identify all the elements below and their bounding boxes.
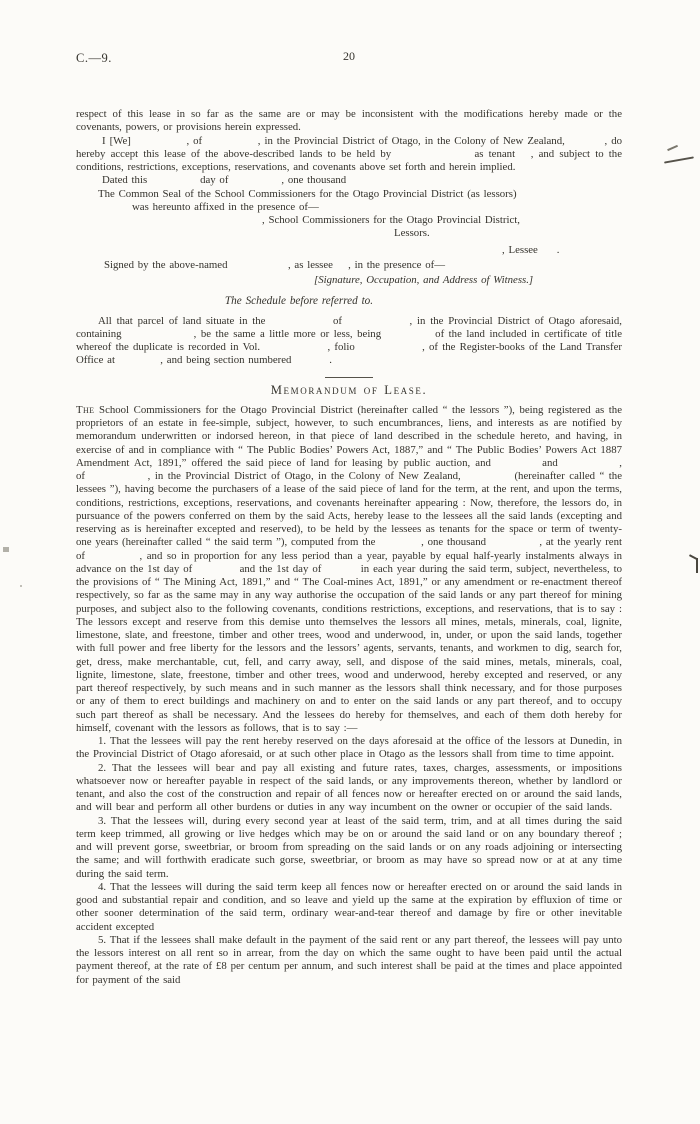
ink-speck-left-small (20, 585, 22, 587)
witness-note: [Signature, Occupation, and Address of Witness.] (314, 274, 534, 286)
page-number: 20 (343, 49, 355, 63)
schedule-paragraph: All that parcel of land situate in the of , in the Provincial District of Otago aforesaid, containing , be the same a little more or less, being of the land included in certificate of title whereof the duplicate is recorded in Vol. , folio , of the Register-books of the Land Transfer Office at , and being section numbered . (76, 314, 622, 367)
pen-stroke-upper-right-small (667, 145, 678, 151)
continuation-paragraph: respect of this lease in so far as the same are or may be inconsistent with the modifications hereby made or the covenants, powers, or provisions herein expressed. (76, 108, 622, 134)
document-reference: C.—9. (76, 51, 112, 65)
clause-3: 3. That the lessees will, during every second year at least of the said term, trim, and at all times during the said term keep trimmed, all growing or live hedges which may be on or around the said land or on any boundary thereof ; and will prevent gorse, sweetbriar, or broom from spreading on the said lands or on any roads adjoining or intersecting the same; and will forthwith eradicate such gorse, sweetbriar, or broom as may have so spread now or at at any time during the said term. (76, 814, 622, 880)
pen-stroke-right-edge-arm (689, 554, 697, 560)
ink-speck-left (3, 547, 9, 552)
memorandum-heading: Memorandum of Lease. (270, 382, 428, 397)
clause-5: 5. That if the lessees shall make default in the payment of the said rent or any part thereof, the lessees will pay unto the lessors interest on all rent so in arrear, from the day on which the same ought to have been paid until the actual payment thereof, at the rate of £8 per centum per annum, and such interest shall be paid at the times and place appointed for payment of the said (76, 933, 622, 986)
seal-presence-line: was hereunto affixed in the presence of— (132, 200, 319, 213)
clause-1: 1. That the lessees will pay the rent hereby reserved on the days aforesaid at the office of the lessors at Dunedin, in the Provincial District of Otago aforesaid, or at such other place in Otago as the lessors shall from time to time appoint. (76, 735, 622, 761)
common-seal-line: The Common Seal of the School Commissioners for the Otago Provincial District (as lessors) (98, 187, 517, 200)
pen-stroke-right-edge (696, 558, 698, 573)
memorandum-lead-word: The (76, 403, 95, 416)
commissioners-signature-line: , School Commissioners for the Otago Provincial District, (262, 214, 520, 226)
memorandum-body-text: School Commissioners for the Otago Provincial District (hereinafter called “ the lessors ”), being registered as the proprietors of an estate in fee-simple, subject, however, to such encumbrances, liens, and interests as are notified by memorandum underwritten or indorsed hereon, in that piece of land described in the schedule hereto, and having, in exercise of and in compliance with “ The Public Bodies’ Powers Act, 1887,” and “ The Public Bodies’ Powers Act 1887 Amendment Act, 1891,” offered the said piece of land for leasing by public auction, and and , of , in the Provincial District of Otago, in the Colony of New Zealand, (hereinafter called “ the lessees ”), having become the purchasers of a lease of the said piece of land for the term, at the rent, and upon the terms, conditions, restrictions, exceptions, reservations, and covenants hereinafter appearing : Now, therefore, the lessors do, in pursuance of the powers conferred on them by the said Acts, hereby lease to the lessees all the said lands (excepting and reserving as is hereinafter excepted and reserved), to be held by the lessees as tenants for the space or term of twenty-one years (hereinafter called “ the said term ”), computed from the , one thousand , at the yearly rent of , and so in proportion for any less period than a year, payable by equal half-yearly instalments always in advance on the 1st day of and the 1st day of in each year during the said term, subject, nevertheless, to the provisions of “ The Mining Act, 1891,” and “ The Coal-mines Act, 1891,” or any amendment or re-enactment thereof respectively, so far as the same may in any way authorise the occupation of the said lands or any part thereof for mining purposes, and subject also to the following covenants, conditions restrictions, exceptions, and reservations, that is to say : The lessors except and reserve from this demise unto themselves the lessors all mines, metals, minerals, coal, lignite, limestone, slate, and freestone, timber and other trees, wood and underwood, in, under, or upon the said lands, together with full power and free liberty for the lessors and the lessors’ agents, servants, tenants, and workmen to dig, search for, get, dress, make merchantable, cut, fell, and carry away, sell, and dispose of the said mines, metals, minerals, coal, lignite, limestone, slate, freestone, timber and other trees, wood and underwood, hereby excepted and reserved, or any part thereof respectively, by such means and in such manner as the lessors shall think necessary, and for those purposes or any of them to erect buildings and machinery on and to enter on the said lands or any part thereof, and to occupy such part thereof as shall be necessary. And the lessees do hereby for themselves, and each of them doth hereby for himself, covenant with the lessors as follows, that is to say :— (76, 403, 622, 734)
signed-by-line: Signed by the above-named , as lessee , in the presence of— (104, 258, 446, 271)
lessee-signature-line: , Lessee . (502, 243, 560, 256)
page-header (76, 49, 622, 70)
section-rule (325, 377, 373, 378)
clause-4: 4. That the lessees will during the said term keep all fences now or hereafter erected on or around the said lands in good and substantial repair and condition, and so leave and yield up the same at the expiration by effluxion of time or other sooner determination of the said term, ordinary wear-and-tear thereof and damage by fire or other inevitable accident excepted (76, 880, 622, 933)
dated-line: Dated this day of , one thousand (102, 174, 347, 187)
memorandum-paragraph (76, 404, 622, 735)
acceptance-paragraph: I [We] , of , in the Provincial District of Otago, in the Colony of New Zealand, , do hereby accept this lease of the above-described lands to be held by as tenant , and subject to the conditions, restrictions, exceptions, reservations, and covenants above set forth and herein implied. (76, 134, 622, 173)
clause-2: 2. That the lessees will bear and pay all existing and future rates, taxes, charges, assessments, or impositions whatsoever now or hereafter payable in respect of the said lands, or any improvements thereon, whether by landlord or tenant, and also the cost of the construction and repair of all fences now or hereafter erected on or around the said lands, and will bear and perform all other burdens or duties in any way incumbent on the owner or occupier of the said lands. (76, 761, 622, 814)
lessors-label: Lessors. (394, 227, 430, 240)
schedule-heading: The Schedule before referred to. (224, 295, 374, 308)
document-body (76, 108, 622, 987)
pen-stroke-upper-right (664, 156, 694, 164)
